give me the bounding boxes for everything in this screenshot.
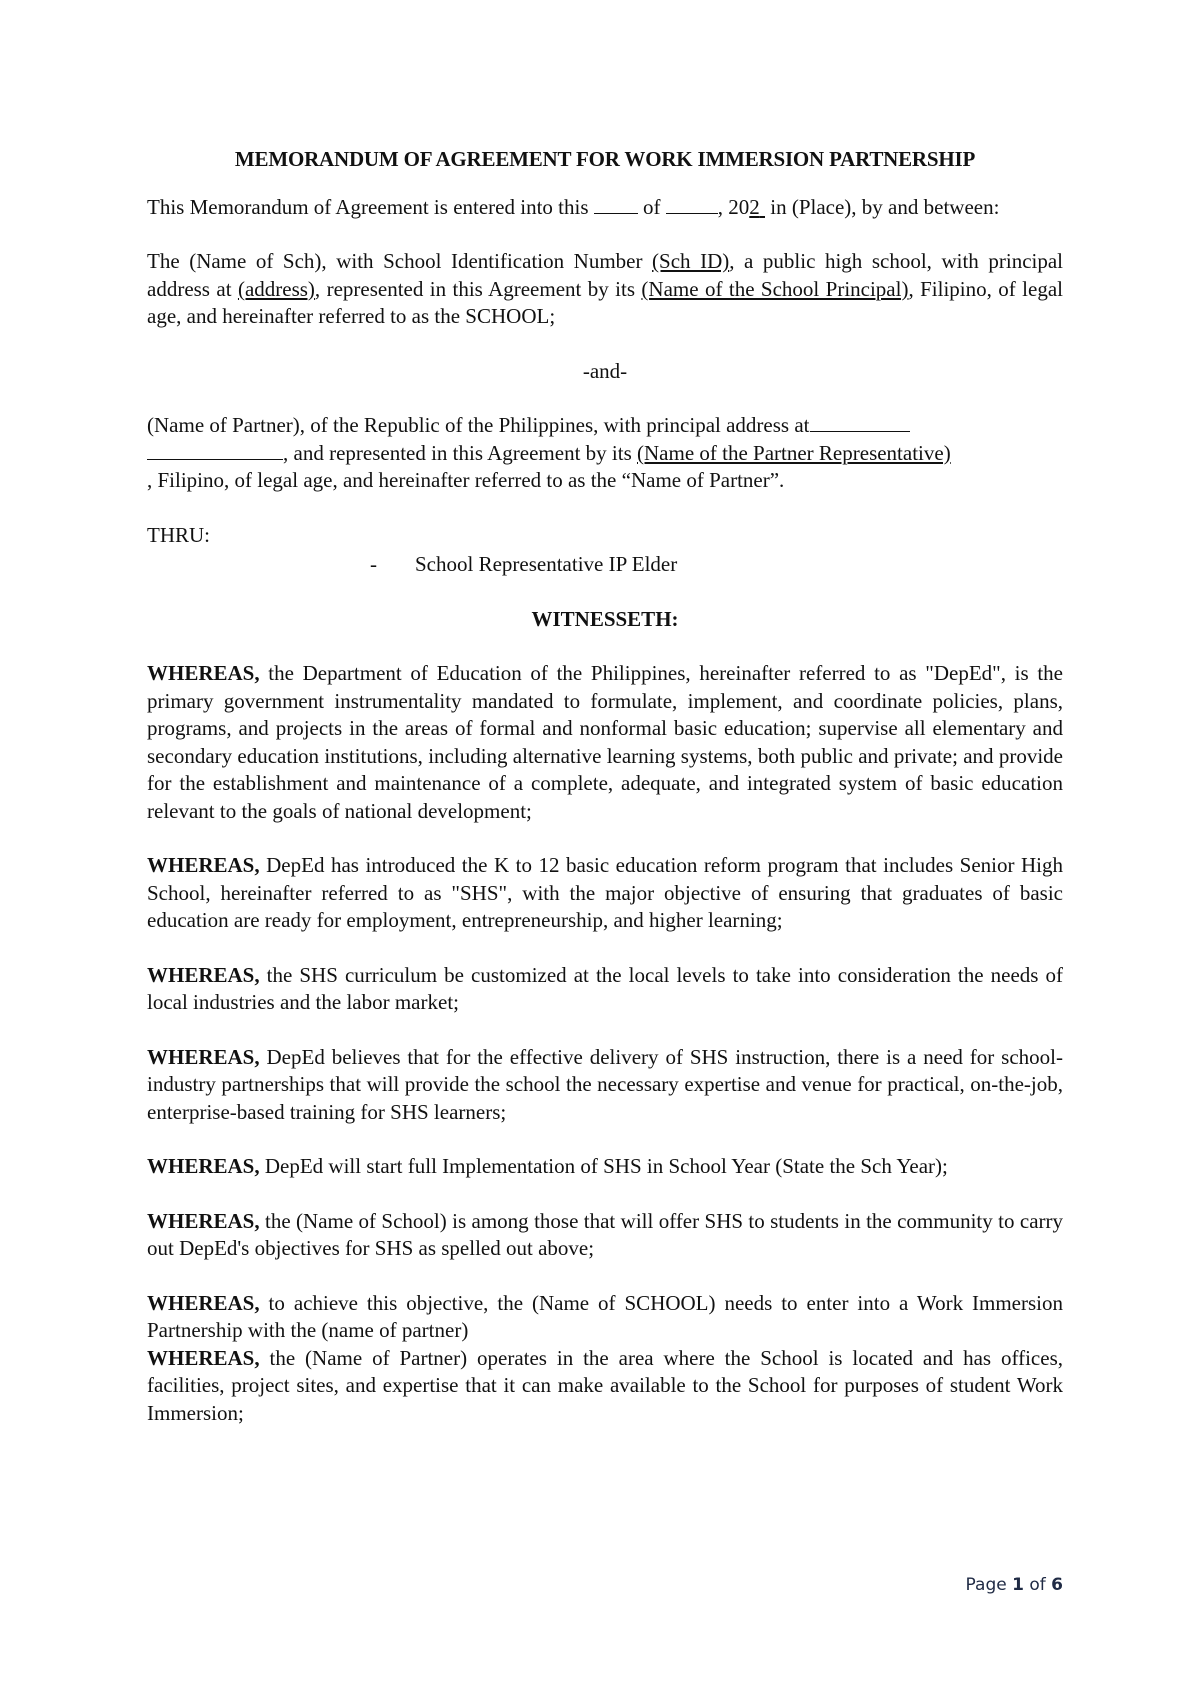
school-id-field[interactable]: (Sch ID) [652,249,730,273]
witnesseth-heading: WITNESSETH: [531,606,679,631]
total-pages: 6 [1051,1575,1063,1595]
school-address-field[interactable]: (address) [237,276,315,301]
whereas-clause-1: WHEREAS, the Department of Education of the Philippines, hereinafter referred to as "DepEd", is the primary government instrumentality mandated to formulate, implement, and coordinate policies, plans, programs, and projects in the areas of formal and nonformal basic education; supervise all elementary and secondary education institutions, including alternative learning systems, both public and private; and provide for the establishment and maintenance of a complete, adequate, and integrated system of basic education relevant to the goals of national development; [147,661,1063,823]
partner-address-blank-1[interactable] [810,413,910,432]
whereas-clause-7: WHEREAS, to achieve this objective, the (Name of SCHOOL) needs to enter into a Work Immersion Partnership with the (name of partner) [147,1290,1063,1342]
year-digit[interactable]: 2 [749,194,760,219]
school-party-paragraph: The (Name of Sch), with School Identification Number (Sch ID), a public high school, with principal address at (address), represented in this Agreement by its (Name of the School Principal), Filipino, of legal age, and hereinafter referred to as the SCHOOL; [147,249,1064,328]
whereas-clause-2: WHEREAS, DepEd has introduced the K to 12 basic education reform program that includes Senior High School, hereinafter referred to as "SHS", with the major objective of ensuring that graduates of basic education are ready for employment, entrepreneurship, and higher learning; [147,853,1063,932]
whereas-clause-4: WHEREAS, DepEd believes that for the effective delivery of SHS instruction, there is a need for school-industry partnerships that will provide the school the necessary expertise and venue for practical, on-the-job, enterprise-based training for SHS learners; [147,1044,1063,1124]
whereas-clause-5: WHEREAS, DepEd will start full Implementation of SHS in School Year (State the Sch Year); [147,1154,948,1178]
thru-item [147,551,1063,579]
partner-address-blank-2[interactable] [147,441,283,460]
day-blank[interactable] [594,195,638,214]
whereas-clause-3: WHEREAS, the SHS curriculum be customized at the local levels to take into consideration the needs of local industries and the labor market; [147,962,1063,1014]
thru-label: THRU: [147,522,210,547]
document-body [147,146,1063,1427]
partner-party-paragraph: (Name of Partner), of the Republic of the Philippines, with principal address at , and represented in this Agreement by its (Name of the Partner Representative) , Filipino, of legal age, and hereinafter referred to as the “Name of Partner”. [147,413,951,492]
partner-representative-field[interactable]: (Name of the Partner Representative) [637,440,951,465]
and-separator: -and- [582,358,628,383]
current-page-number: 1 [1012,1575,1024,1595]
thru-item-text: School Representative IP Elder [415,552,678,576]
whereas-clause-6: WHEREAS, the (Name of School) is among those that will offer SHS to students in the community to carry out DepEd's objectives for SHS as spelled out above; [147,1208,1063,1260]
page-number-footer: Page 1 of 6 [965,1575,1063,1595]
intro-paragraph: This Memorandum of Agreement is entered into this of , 202 in (Place), by and between: [147,194,1000,219]
month-blank[interactable] [666,195,718,214]
whereas-clause-8: WHEREAS, the (Name of Partner) operates in the area where the School is located and has offices, facilities, project sites, and expertise that it can make available to the School for purposes of student Work Immersion; [147,1345,1063,1425]
document-title: MEMORANDUM OF AGREEMENT FOR WORK IMMERSION PARTNERSHIP [234,147,976,171]
thru-dash: - [370,552,377,576]
principal-name-field[interactable]: (Name of the School Principal) [641,276,909,301]
